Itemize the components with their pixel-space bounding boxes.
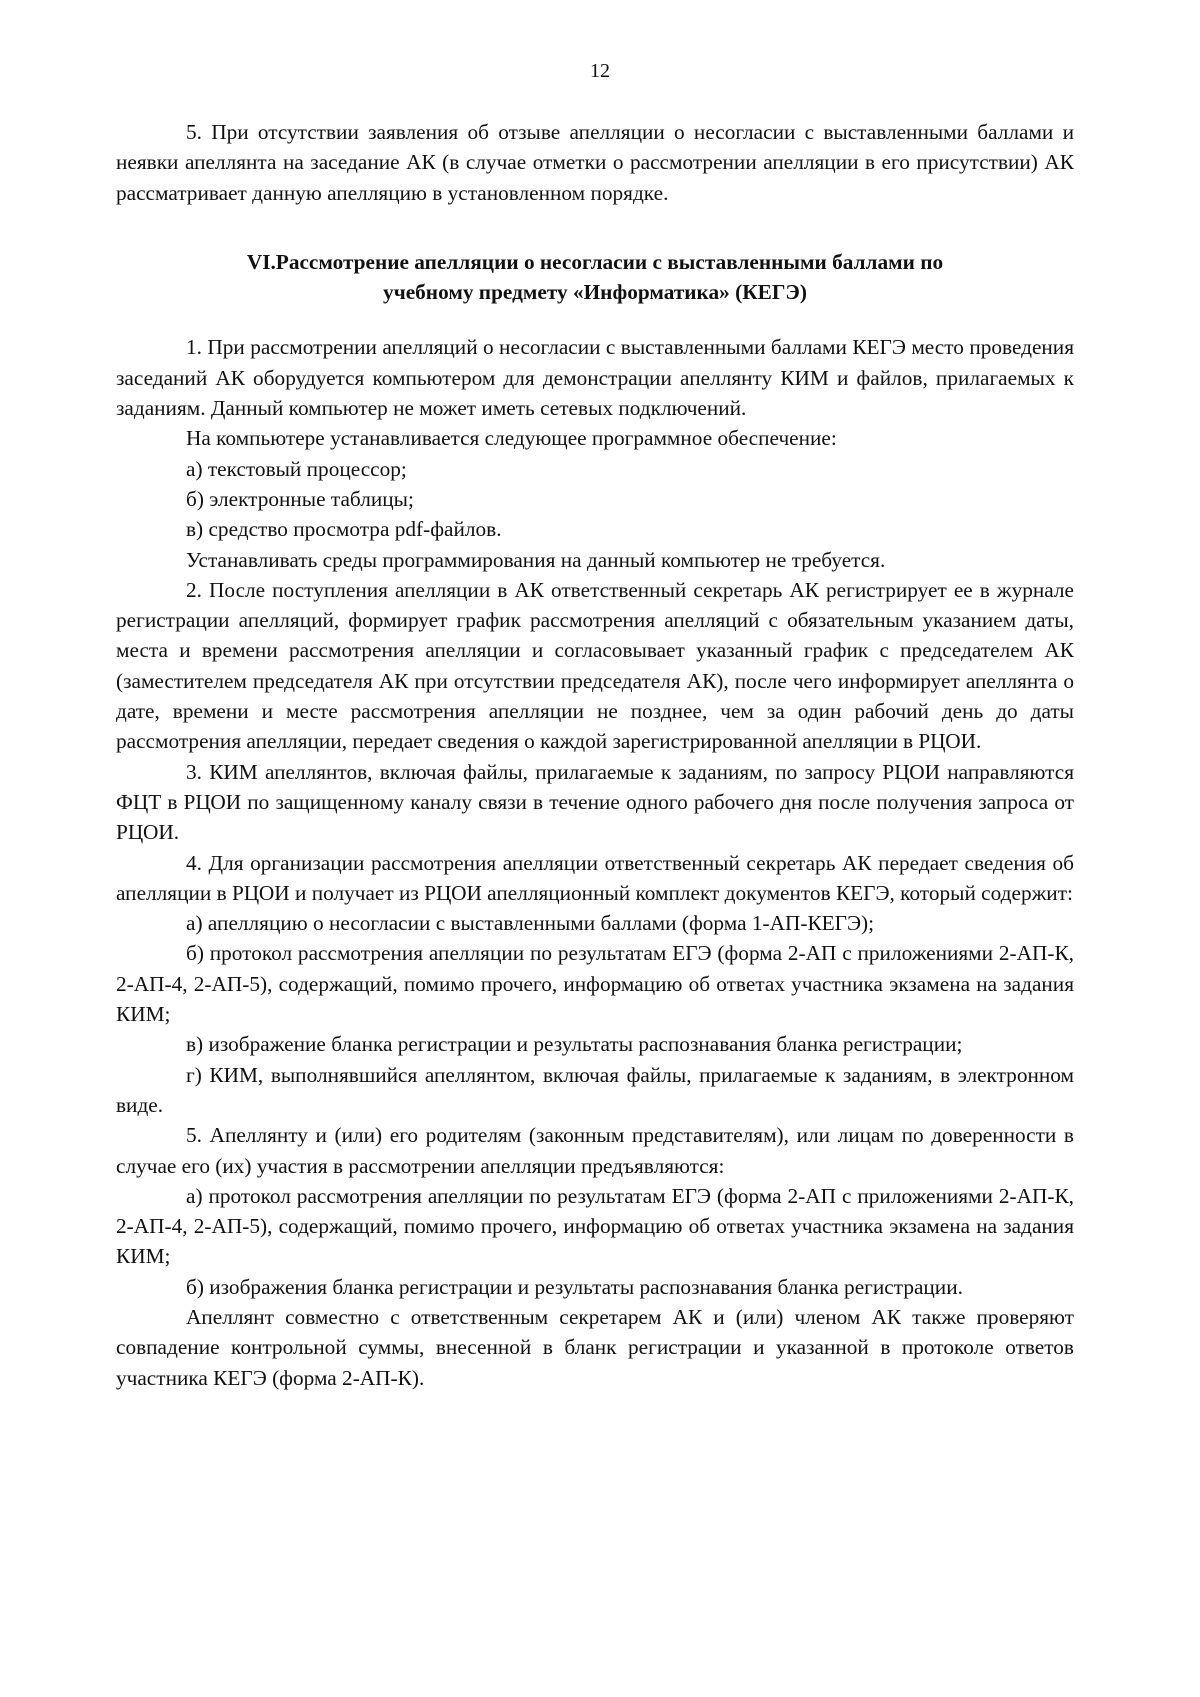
paragraph-no-programming-env: Устанавливать среды программирования на данный компьютер не требуется. xyxy=(186,547,886,572)
paragraph-4-appeal-package: 4. Для организации рассмотрения апелляции ответственный секретарь АК передает сведения об апелляции в РЦОИ и получает из РЦОИ апелляционный комплект документов КЕГЭ, который содержит: xyxy=(116,850,1074,905)
list-item-presented-protocol: а) протокол рассмотрения апелляции по результатам ЕГЭ (форма 2-АП с приложениями 2-АП-К, 2-АП-4, 2-АП-5), содержащий, помимо прочего, информацию об ответах участника экзамена на задания КИМ; xyxy=(116,1183,1074,1269)
list-item-review-protocol: б) протокол рассмотрения апелляции по результатам ЕГЭ (форма 2-АП с приложениями 2-АП-К, 2-АП-4, 2-АП-5), содержащий, помимо прочего, информацию об ответах участника экзамена на задания КИМ; xyxy=(116,941,1074,1027)
paragraph-software-intro: На компьютере устанавливается следующее программное обеспечение: xyxy=(186,426,837,451)
paragraph-1-equipment: 1. При рассмотрении апелляций о несогласии с выставленными баллами КЕГЭ место проведения заседаний АК оборудуется компьютером для демонстрации апеллянту КИМ и файлов, прилагаемых к заданиям. Данный компьютер не может иметь сетевых подключений. xyxy=(116,335,1074,421)
paragraph-appeal-withdrawal: 5. При отсутствии заявления об отзыве апелляции о несогласии с выставленными баллами и неявки апеллянта на заседание АК (в случае отметки о рассмотрении апелляции в его присутствии) АК рассматривает данную апелляцию в установленном порядке. xyxy=(116,120,1074,205)
document-body xyxy=(116,117,1074,1393)
list-item-registration-image: в) изображение бланка регистрации и результаты распознавания бланка регистрации; xyxy=(186,1032,963,1057)
paragraph-3-kim-transfer: 3. КИМ апеллянтов, включая файлы, прилагаемые к заданиям, по запросу РЦОИ направляются ФЦТ в РЦОИ по защищенному каналу связи в течение одного рабочего дня после получения запроса от РЦОИ. xyxy=(116,759,1074,845)
list-item-text-processor: а) текстовый процессор; xyxy=(186,456,407,481)
list-item-pdf-viewer: в) средство просмотра pdf-файлов. xyxy=(186,517,502,542)
list-item-spreadsheets: б) электронные таблицы; xyxy=(186,486,414,511)
paragraph-checksum-verification: Апеллянт совместно с ответственным секретарем АК и (или) членом АК также проверяют совпадение контрольной суммы, внесенной в бланк регистрации и указанной в протоколе ответов участника КЕГЭ (форма 2-АП-К). xyxy=(116,1304,1074,1390)
paragraph-2-registration: 2. После поступления апелляции в АК ответственный секретарь АК регистрирует ее в журнале регистрации апелляций, формирует график рассмотрения апелляций с обязательным указанием даты, места и времени рассмотрения апелляции и согласовывает указанный график с председателем АК (заместителем председателя АК при отсутствии председателя АК), после чего информирует апеллянта о дате, времени и месте рассмотрения апелляции не позднее, чем за один рабочий день до даты рассмотрения апелляции, передает сведения о каждой зарегистрированной апелляции в РЦОИ. xyxy=(116,577,1074,754)
page-number: 12 xyxy=(590,60,610,82)
list-item-kim-electronic: г) КИМ, выполнявшийся апеллянтом, включая файлы, прилагаемые к заданиям, в электронном виде. xyxy=(116,1062,1074,1117)
list-item-presented-registration: б) изображения бланка регистрации и результаты распознавания бланка регистрации. xyxy=(186,1274,963,1299)
section-heading-line-1: VI.Рассмотрение апелляции о несогласии с выставленными баллами по xyxy=(246,249,944,274)
paragraph-5-presented-docs: 5. Апеллянту и (или) его родителям (законным представителям), или лицам по доверенности в случае его (их) участия в рассмотрении апелляции предъявляются: xyxy=(116,1123,1074,1178)
section-heading-line-2: учебному предмету «Информатика» (КЕГЭ) xyxy=(383,280,807,305)
section-heading xyxy=(116,247,1074,308)
list-item-appeal-form: а) апелляцию о несогласии с выставленными баллами (форма 1-АП-КЕГЭ); xyxy=(186,911,875,936)
